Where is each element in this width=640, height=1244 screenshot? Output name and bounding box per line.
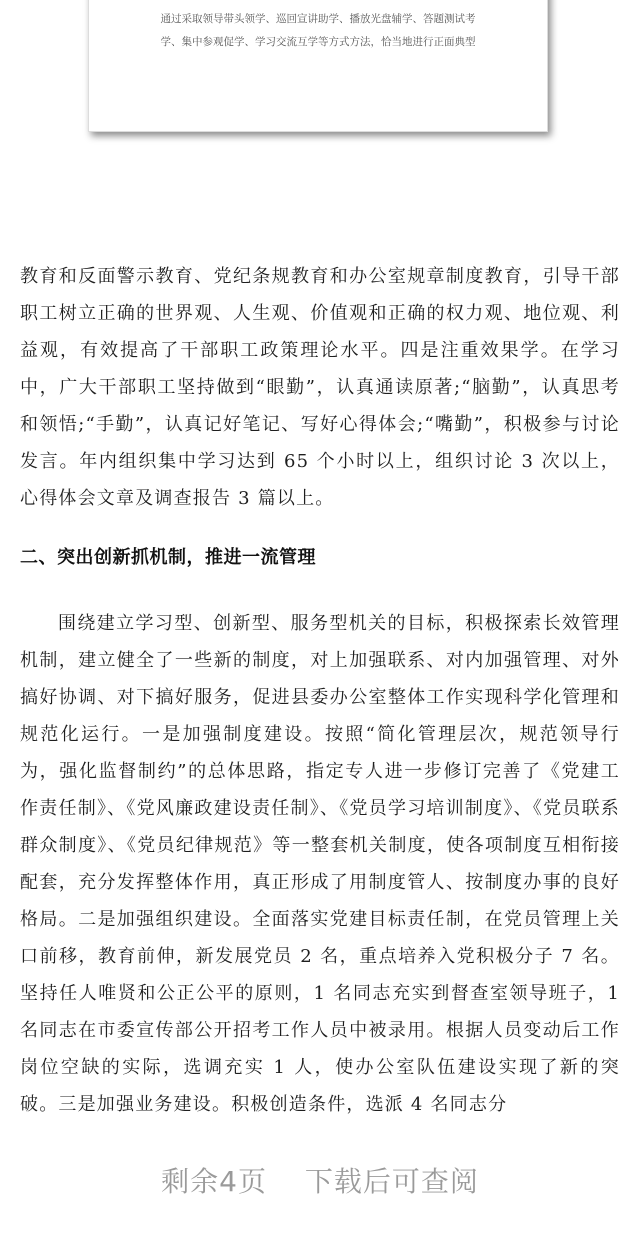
body-paragraph: 教育和反面警示教育、党纪条规教育和办公室规章制度教育，引导干部职工树立正确的世界观、人生观、价值观和正确的权力观、地位观、利益观，有效提高了干部职工政策理论水平。四是注重效果学。在学习中，广大干部职工坚持做到“眼勤”，认真通读原著;“脑勤”，认真思考和领悟;“手勤”，认真记好笔记、写好心得体会;“嘴勤”，积极参与讨论发言。年内组织集中学习达到 65 个小时以上，组织讨论 3 次以上，心得体会文章及调查报告 3 篇以上。 [20,266,621,509]
download-prompt-label: 下载后可查阅 [304,1165,479,1198]
preview-text-line: 学、集中参观促学、学习交流互学等方式方法，恰当地进行正面典型 [160,36,476,48]
preview-page-card [88,0,548,132]
body-paragraph: 围绕建立学习型、创新型、服务型机关的目标，积极探索长效管理机制，建立健全了一些新的制度，对上加强联系、对内加强管理、对外搞好协调、对下搞好服务，促进县委办公室整体工作实现科学化管理和规范化运行。一是加强制度建设。按照“简化管理层次，规范领导行为，强化监督制约”的总体思路，指定专人进一步修订完善了《党建工作责任制》、《党风廉政建设责任制》、《党员学习培训制度》、《党员联系群众制度》、《党员纪律规范》等一整套机关制度，使各项制度互相衔接配套，充分发挥整体作用，真正形成了用制度管人、按制度办事的良好格局。二是加强组织建设。全面落实党建目标责任制，在党员管理上关口前移，教育前伸，新发展党员 2 名，重点培养入党积极分子 7 名。坚持任人唯贤和公正公平的原则，1 名同志充实到督查室领导班子，1 名同志在市委宣传部公开招考工作人员中被录用。根据人员变动后工作岗位空缺的实际，选调充实 1 人，使办公室队伍建设实现了新的突破。三是加强业务建设。积极创造条件，选派 4 名同志分 [20,613,620,1115]
remaining-pages-label: 剩余4页 [161,1165,267,1198]
download-to-read-more-banner[interactable] [0,1160,640,1200]
section-heading: 二、突出创新抓机制，推进一流管理 [20,547,316,568]
preview-text-line: 通过采取领导带头领学、巡回宣讲助学、播放光盘辅学、答题测试考 [160,13,476,25]
